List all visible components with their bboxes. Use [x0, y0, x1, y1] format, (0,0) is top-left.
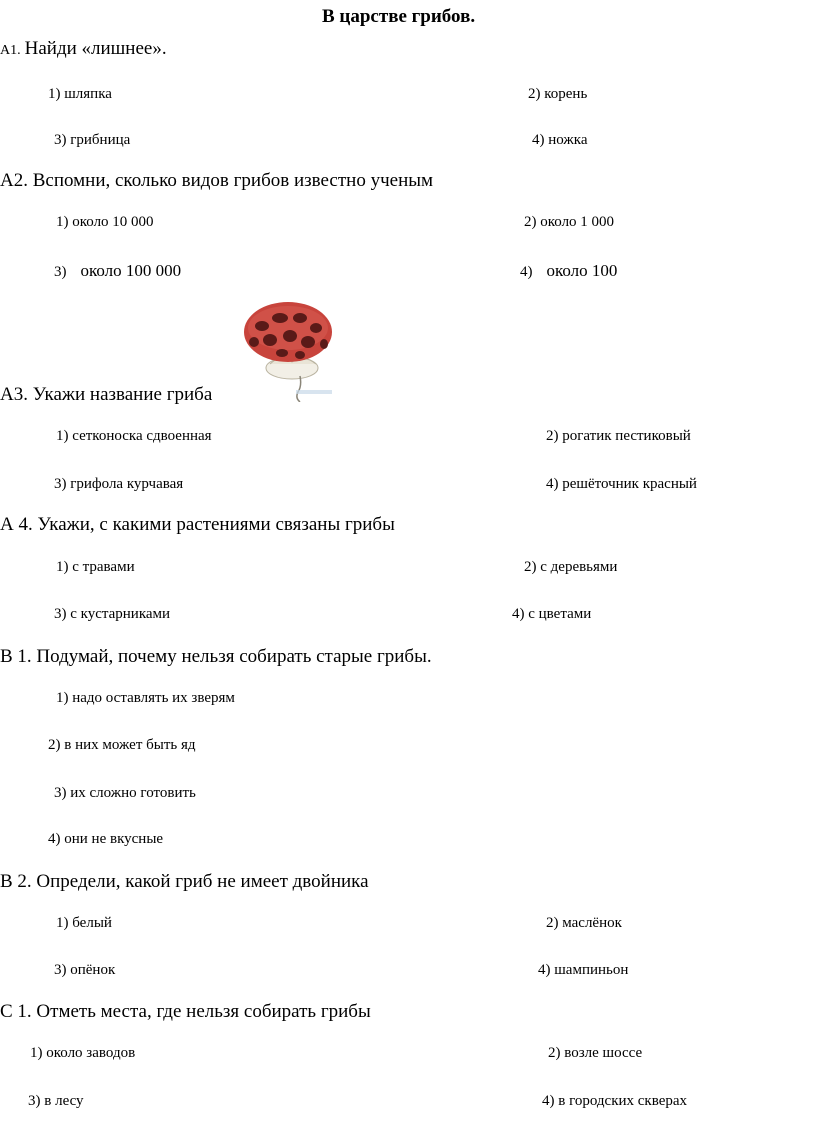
question-a1-prefix: А1.	[0, 43, 21, 58]
answer-b1-2: 2) в них может быть яд	[48, 737, 196, 753]
answer-b2-1: 1) белый	[56, 915, 112, 931]
answer-a3-1: 1) сетконоска сдвоенная	[56, 428, 212, 444]
question-a1	[0, 38, 167, 60]
answer-b1-3: 3) их сложно готовить	[54, 785, 196, 801]
question-a2: А2. Вспомни, сколько видов грибов известно ученым	[0, 170, 434, 191]
answer-a2-1: 1) около 10 000	[56, 214, 154, 230]
answer-a2-4-text: около 100	[546, 261, 618, 280]
question-a1-text: Найди «лишнее».	[24, 38, 167, 59]
answer-b2-4: 4) шампиньон	[538, 962, 629, 978]
question-c1: С 1. Отметь места, где нельзя собирать грибы	[0, 1001, 371, 1022]
answer-c1-1: 1) около заводов	[30, 1045, 136, 1061]
answer-a2-2: 2) около 1 000	[524, 214, 615, 230]
answer-b2-2: 2) маслёнок	[546, 915, 622, 931]
answer-a4-4: 4) с цветами	[512, 606, 592, 622]
answer-a4-1: 1) с травами	[56, 559, 135, 575]
answer-a3-4: 4) решёточник красный	[546, 476, 697, 492]
answer-a4-3: 3) с кустарниками	[54, 606, 171, 622]
answer-b2-3: 3) опёнок	[54, 962, 116, 978]
answer-a1-2: 2) корень	[528, 86, 588, 102]
answer-a2-3	[54, 261, 181, 281]
question-a3: А3. Укажи название гриба	[0, 384, 213, 405]
answer-a1-1: 1) шляпка	[48, 86, 112, 102]
answer-c1-4: 4) в городских скверах	[542, 1093, 688, 1109]
answer-b1-4: 4) они не вкусные	[48, 831, 164, 847]
page-title: В царстве грибов.	[322, 6, 476, 27]
answer-a4-2: 2) с деревьями	[524, 559, 618, 575]
answer-c1-3: 3) в лесу	[28, 1093, 84, 1109]
answer-a3-3: 3) грифола курчавая	[54, 476, 184, 492]
answer-a2-3-number: 3)	[54, 264, 67, 280]
mushroom-clathrus-image	[240, 298, 340, 402]
question-b2: В 2. Определи, какой гриб не имеет двойника	[0, 871, 369, 892]
answer-a2-3-text: около 100 000	[80, 261, 182, 280]
answer-a2-4-number: 4)	[520, 264, 533, 280]
question-b1: В 1. Подумай, почему нельзя собирать старые грибы.	[0, 646, 432, 667]
answer-a3-2: 2) рогатик пестиковый	[546, 428, 691, 444]
answer-a1-4: 4) ножка	[532, 132, 588, 148]
answer-b1-1: 1) надо оставлять их зверям	[56, 690, 235, 706]
answer-a1-3: 3) грибница	[54, 132, 131, 148]
answer-c1-2: 2) возле шоссе	[548, 1045, 643, 1061]
question-a4: А 4. Укажи, с какими растениями связаны грибы	[0, 514, 395, 535]
answer-a2-4	[520, 261, 617, 281]
